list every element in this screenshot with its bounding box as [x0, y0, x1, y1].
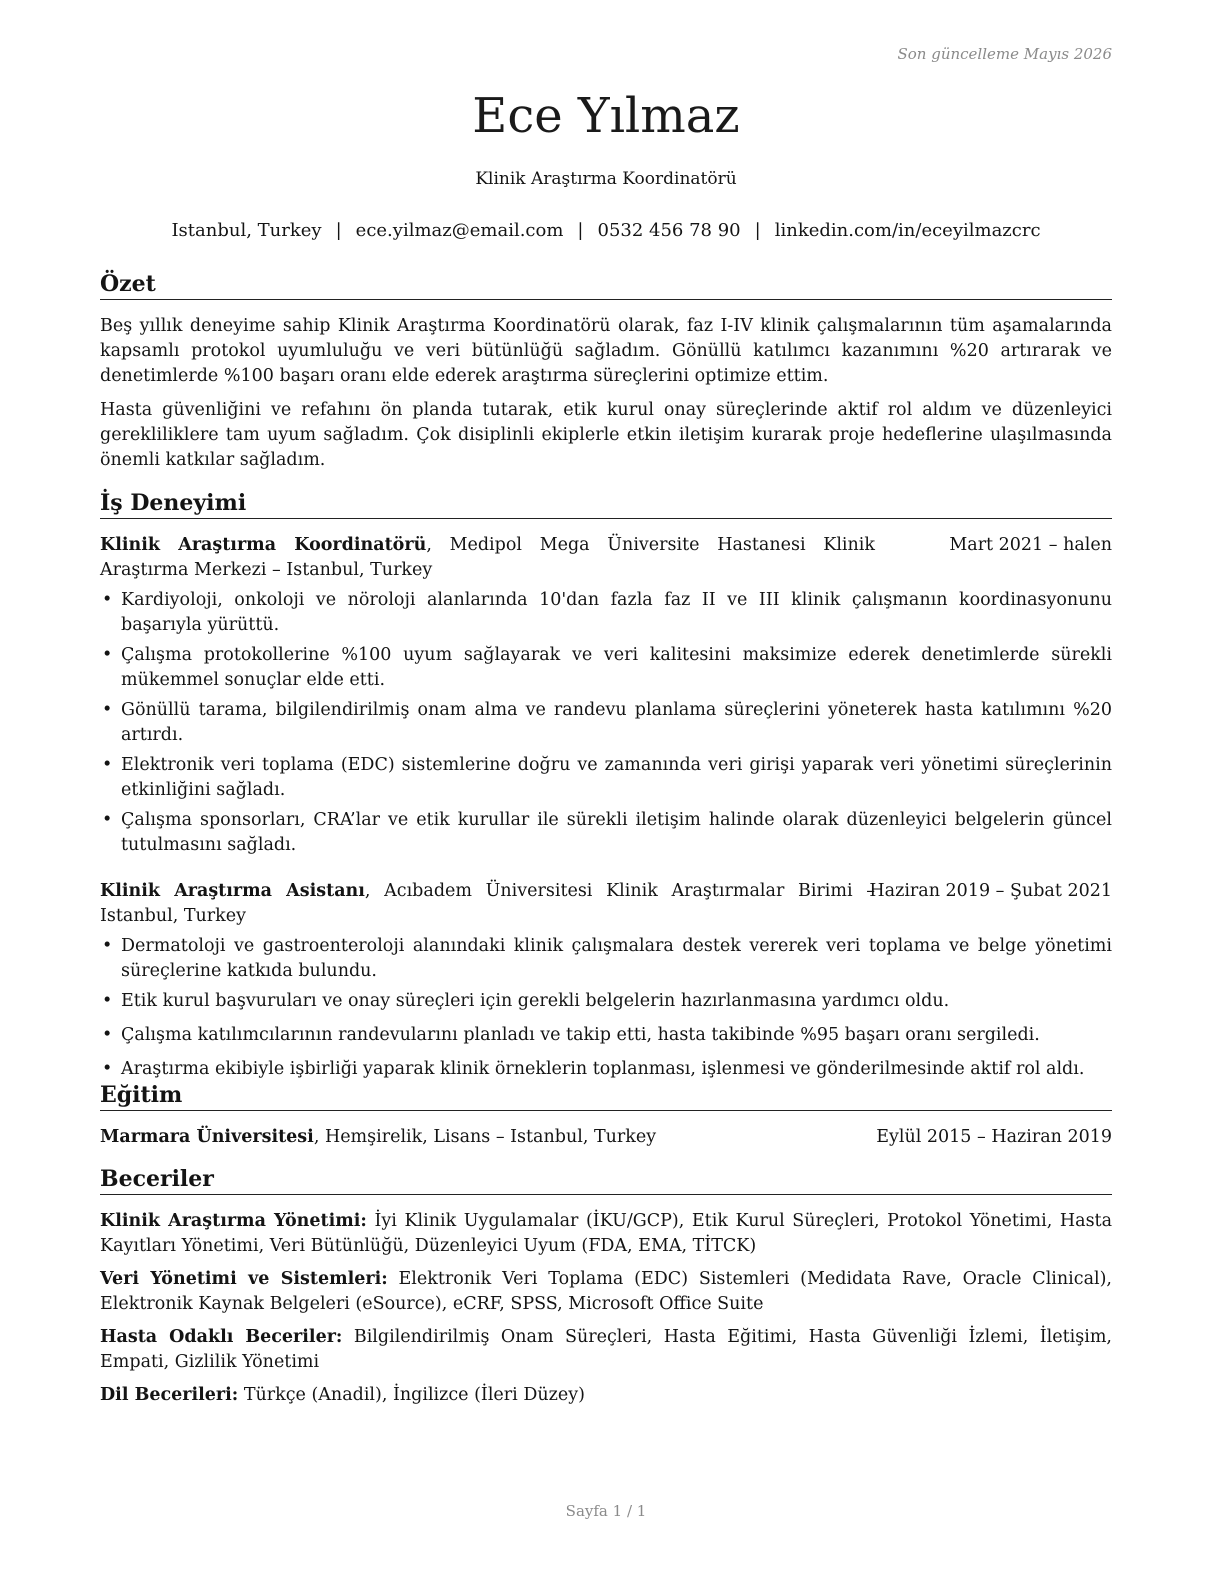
education-school: Marmara Üniversitesi — [100, 1127, 314, 1147]
bullet-icon: • — [102, 991, 113, 1011]
contact-email[interactable]: ece.yilmaz@email.com — [355, 220, 564, 241]
skill-label: Klinik Araştırma Yönetimi: — [100, 1211, 367, 1231]
job-organization: , Medipol Mega Üniversite Hastanesi Klinik Araştırma Merkezi – Istanbul, Turkey — [100, 535, 875, 580]
bullet-icon: • — [102, 1059, 113, 1079]
skill-text: İyi Klinik Uygulamalar (İKU/GCP), Etik Kurul Süreçleri, Protokol Yönetimi, Hasta Kayıtları Yönetimi, Veri Bütünlüğü, Düzenleyici Uyum (FDA, EMA, TİTCK) — [100, 1211, 1113, 1256]
job-header — [100, 533, 1112, 583]
skill-item — [100, 1267, 1112, 1317]
job-role-org — [100, 533, 875, 583]
list-item: • Elektronik veri toplama (EDC) sistemlerine doğru ve zamanında veri girişi yaparak veri yönetimi süreçlerinin etkinliğini sağladı. — [102, 755, 1112, 800]
skill-item — [100, 1325, 1112, 1375]
contact-location: Istanbul, Turkey — [171, 220, 322, 241]
education-section — [100, 1081, 1112, 1150]
skill-text: Türkçe (Anadil), İngilizce (İleri Düzey) — [238, 1385, 585, 1405]
skill-item — [100, 1383, 1112, 1408]
list-item: • Gönüllü tarama, bilgilendirilmiş onam alma ve randevu planlama süreçlerini yöneterek hasta katılımını %20 artırdı. — [102, 700, 1112, 745]
candidate-title: Klinik Araştırma Koordinatörü — [475, 169, 737, 189]
skills-heading: Beceriler — [100, 1165, 1112, 1195]
contact-separator: | — [754, 220, 761, 241]
summary-paragraph: Beş yıllık deneyime sahip Klinik Araştırma Koordinatörü olarak, faz I-IV klinik çalışmalarının tüm aşamalarında kapsamlı protokol uyumluluğu ve veri bütünlüğü sağladım. Gönüllü katılımcı kazanımını %20 artırarak ve denetimlerde %100 başarı oranı elde ederek araştırma süreçlerini optimize ettim. — [100, 316, 1112, 386]
job-dates: Mart 2021 – halen — [949, 535, 1112, 555]
contact-separator: | — [335, 220, 342, 241]
list-item: • Dermatoloji ve gastroenteroloji alanındaki klinik çalışmalara destek vererek veri toplama ve belge yönetimi süreçlerine katkıda bulundu. — [102, 936, 1112, 981]
education-detail: , Hemşirelik, Lisans – Istanbul, Turkey — [313, 1127, 657, 1147]
list-item: • Çalışma katılımcılarının randevularını planladı ve takip etti, hasta takibinde %95 başarı oranı sergiledi. — [100, 1023, 1112, 1048]
skill-text: Elektronik Veri Toplama (EDC) Sistemleri (Medidata Rave, Oracle Clinical), Elektronik Kaynak Belgeleri (eSource), eCRF, SPSS, Microsoft Office Suite — [100, 1269, 1112, 1314]
experience-section — [100, 489, 1112, 1082]
list-item: • Etik kurul başvuruları ve onay süreçleri için gerekli belgelerin hazırlanmasına yardımcı oldu. — [100, 989, 1112, 1014]
summary-section — [100, 270, 1112, 473]
contact-linkedin[interactable]: linkedin.com/in/eceyilmazcrc — [774, 220, 1041, 241]
contact-line — [100, 219, 1112, 243]
skill-item — [100, 1209, 1112, 1259]
summary-paragraph: Hasta güvenliğini ve refahını ön planda tutarak, etik kurul onay süreçlerinde aktif rol aldım ve düzenleyici gerekliliklere tam uyum sağladım. Çok disiplinli ekiplerle etkin iletişim kurarak proje hedeflerine ulaşılmasında önemli katkılar sağladım. — [100, 400, 1112, 470]
education-heading: Eğitim — [100, 1081, 1112, 1111]
skill-label: Dil Becerileri: — [100, 1385, 239, 1405]
bullet-icon: • — [102, 1025, 113, 1045]
education-entry — [100, 1125, 1112, 1150]
contact-separator: | — [577, 220, 584, 241]
bullet-icon: • — [102, 645, 113, 665]
last-updated-note: Son güncelleme Mayıs 2026 — [897, 45, 1112, 63]
job-bullets — [100, 934, 1112, 1082]
skills-section — [100, 1165, 1112, 1408]
job-dates: Haziran 2019 – Şubat 2021 — [869, 881, 1112, 901]
contact-phone[interactable]: 0532 456 78 90 — [597, 220, 741, 241]
candidate-name: Ece Yılmaz — [472, 88, 740, 144]
job-role: Klinik Araştırma Koordinatörü — [100, 535, 427, 555]
skill-text: Bilgilendirilmiş Onam Süreçleri, Hasta Eğitimi, Hasta Güvenliği İzlemi, İletişim, Empati, Gizlilik Yönetimi — [100, 1327, 1112, 1372]
job-role-org — [100, 879, 875, 929]
list-item: • Kardiyoloji, onkoloji ve nöroloji alanlarında 10'dan fazla faz II ve III klinik çalışmanın koordinasyonunu başarıyla yürüttü. — [102, 590, 1112, 635]
job-organization: , Acıbadem Üniversitesi Klinik Araştırmalar Birimi – Istanbul, Turkey — [100, 881, 875, 926]
education-dates: Eylül 2015 – Haziran 2019 — [876, 1127, 1112, 1147]
education-school-detail — [100, 1125, 875, 1150]
bullet-icon: • — [102, 700, 113, 720]
page-number: Sayfa 1 / 1 — [565, 1502, 647, 1520]
list-item: • Araştırma ekibiyle işbirliği yaparak klinik örneklerin toplanması, işlenmesi ve gönderilmesinde aktif rol aldı. — [100, 1057, 1112, 1082]
job-bullets — [100, 588, 1112, 858]
experience-heading: İş Deneyimi — [100, 489, 1112, 519]
summary-heading: Özet — [100, 270, 1112, 300]
job-header — [100, 879, 1112, 929]
job-role: Klinik Araştırma Asistanı — [100, 881, 365, 901]
bullet-icon: • — [102, 590, 113, 610]
bullet-icon: • — [102, 755, 113, 775]
bullet-icon: • — [102, 810, 113, 830]
list-item: • Çalışma protokollerine %100 uyum sağlayarak ve veri kalitesini maksimize ederek denetimlerde sürekli mükemmel sonuçlar elde etti. — [102, 645, 1112, 690]
bullet-icon: • — [102, 936, 113, 956]
list-item: • Çalışma sponsorları, CRA’lar ve etik kurullar ile sürekli iletişim halinde olarak düzenleyici belgelerin güncel tutulmasını sağladı. — [102, 810, 1112, 855]
resume-page — [100, 0, 1112, 1584]
skill-label: Hasta Odaklı Beceriler: — [100, 1327, 343, 1347]
skill-label: Veri Yönetimi ve Sistemleri: — [100, 1269, 388, 1289]
